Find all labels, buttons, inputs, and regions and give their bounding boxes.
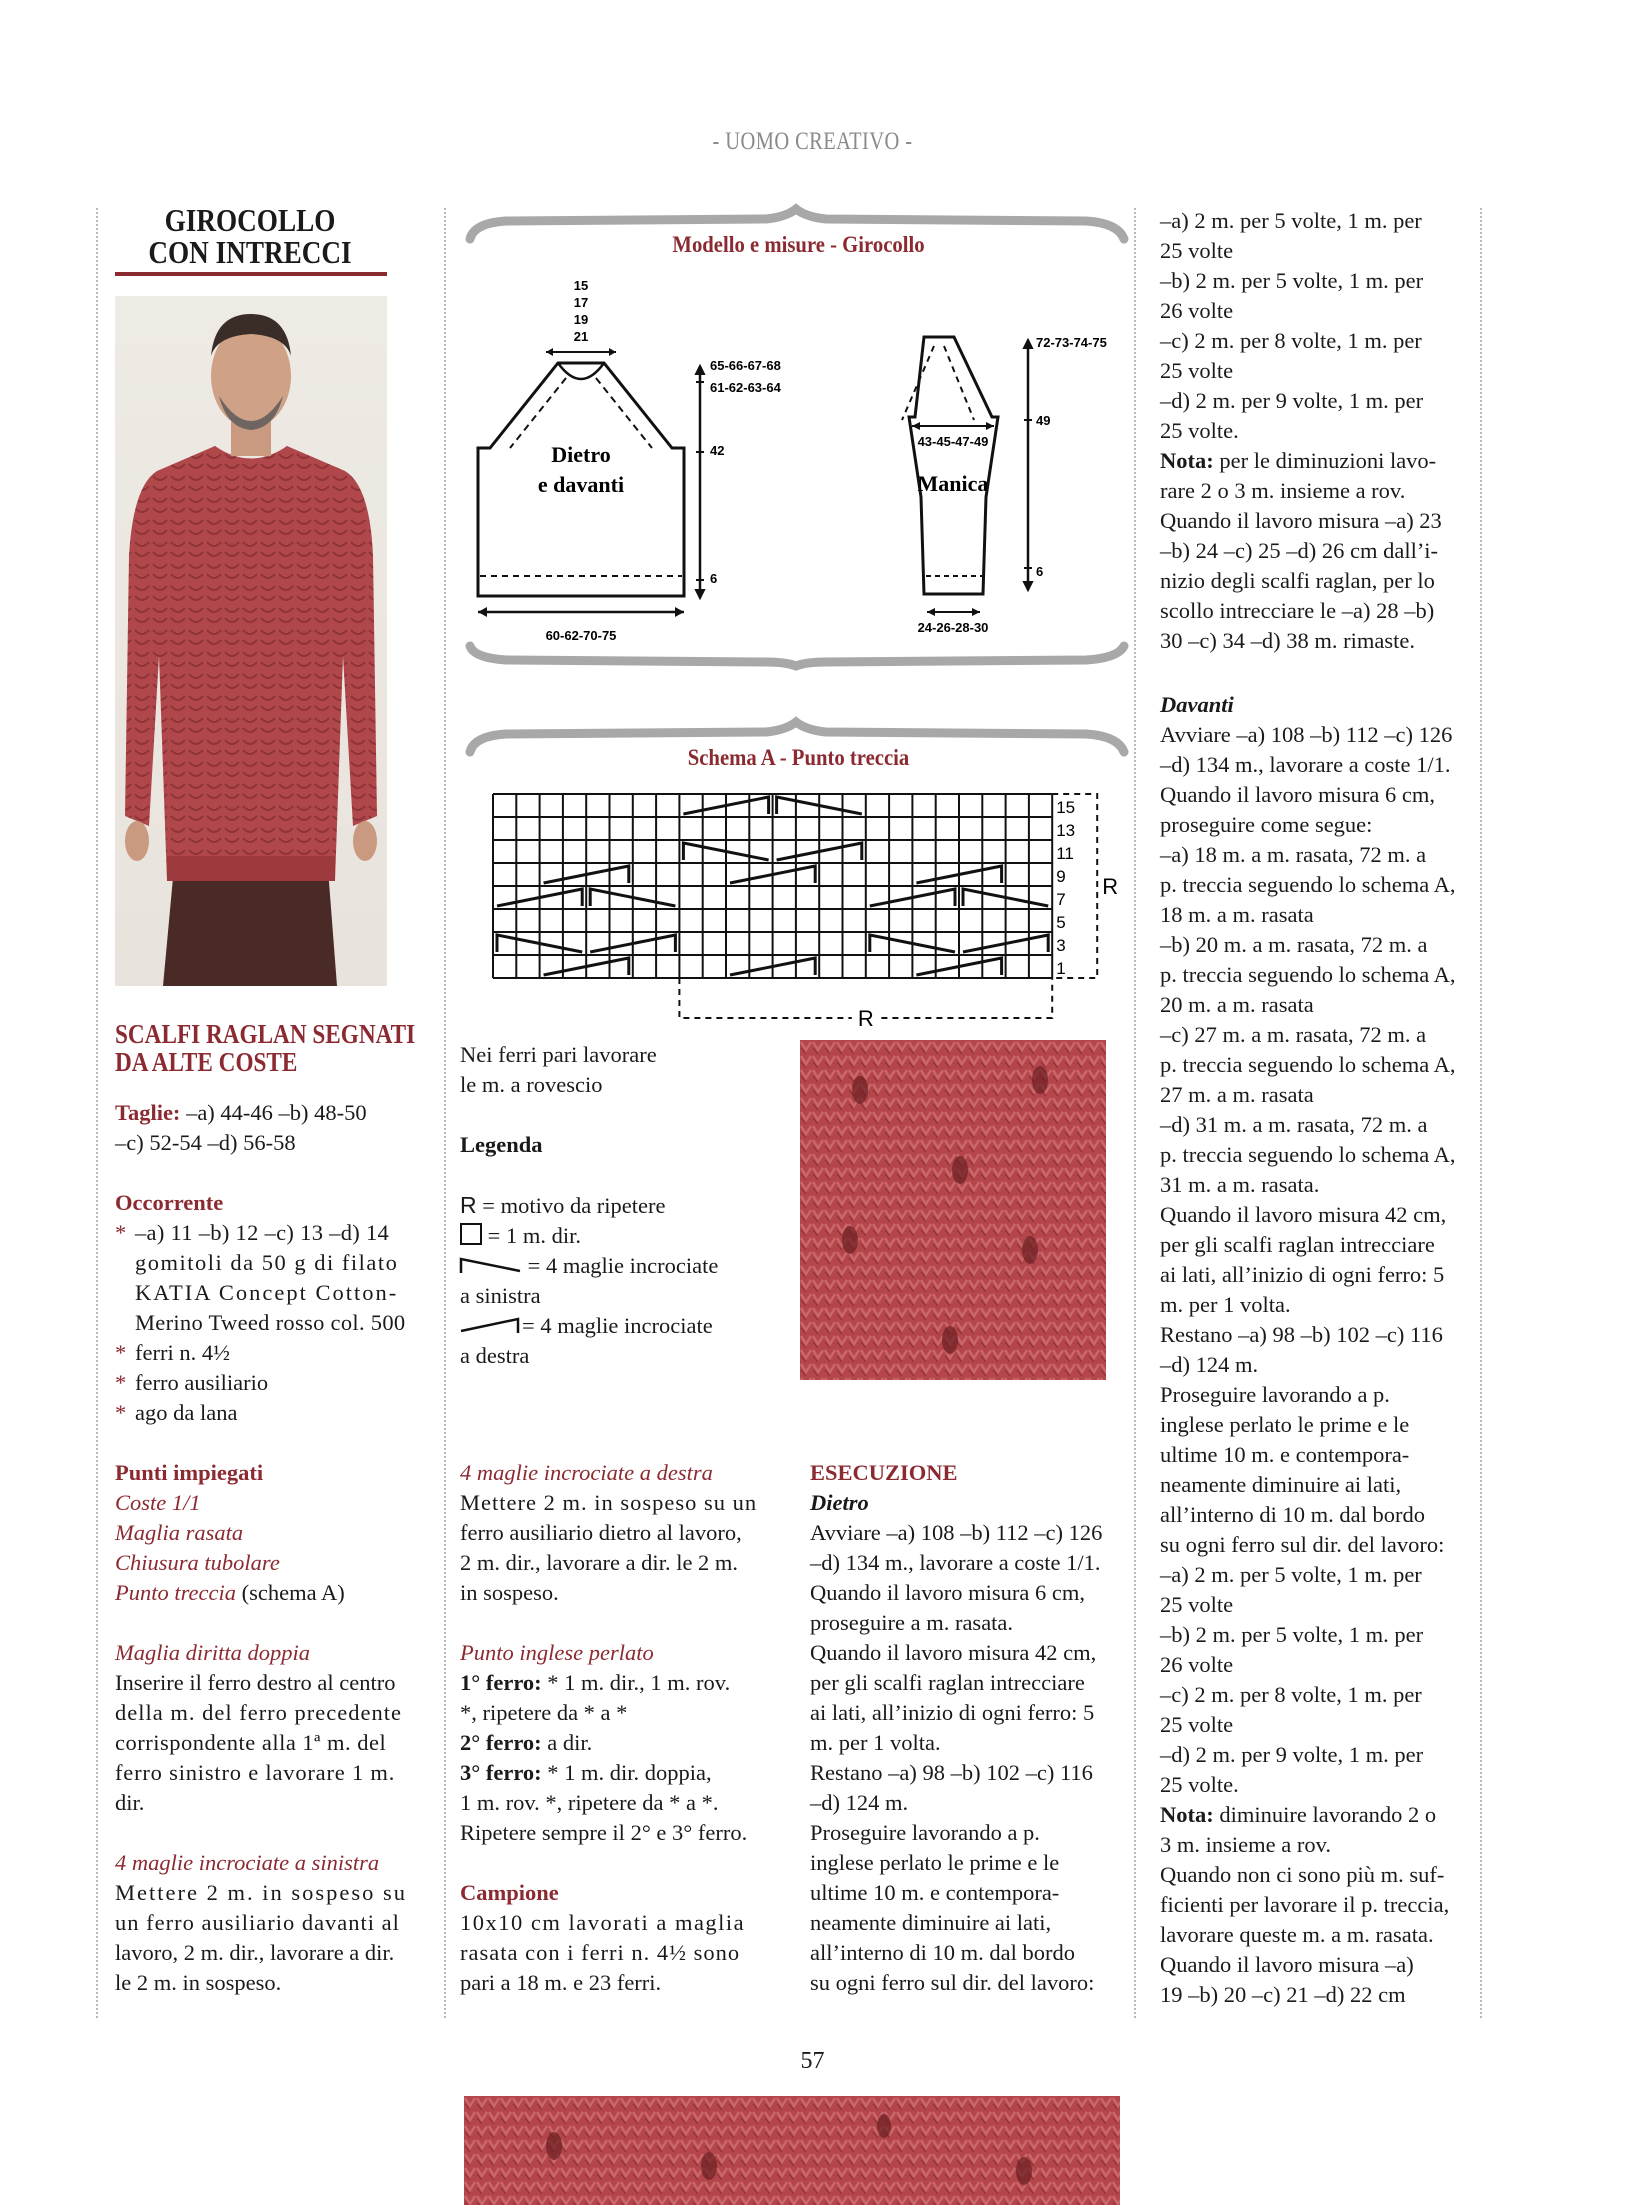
materials-item xyxy=(115,1368,415,1398)
chart-row-label: 3 xyxy=(1056,936,1066,955)
materials-heading: Occorrente xyxy=(115,1190,224,1215)
material-line: ago da lana xyxy=(135,1400,238,1425)
subtitle-line-1: SCALFI RAGLAN SEGNATI xyxy=(115,1019,416,1049)
text-line xyxy=(1160,1890,1470,1920)
row-label: 1° ferro: xyxy=(460,1670,542,1695)
line-text: –d) 31 m. a m. rasata, 72 m. a xyxy=(1160,1112,1428,1137)
section-bracket-bottom xyxy=(466,640,1131,670)
m4d-line: Mettere 2 m. in sospeso su un xyxy=(460,1490,758,1515)
text-line xyxy=(1160,536,1470,566)
execution-heading: ESECUZIONE xyxy=(810,1460,958,1485)
text-line xyxy=(1160,900,1470,930)
material-line: ferro ausiliario xyxy=(135,1370,269,1395)
material-line: –a) 11 –b) 12 –c) 13 –d) 14 xyxy=(135,1220,390,1245)
line-text: –d) 2 m. per 9 volte, 1 m. per xyxy=(1160,1742,1424,1767)
chart-row-label: 9 xyxy=(1056,867,1066,886)
even-rows-note: le m. a rovescio xyxy=(460,1072,603,1097)
body-label-2: e davanti xyxy=(537,472,625,497)
legend-item xyxy=(460,1311,780,1341)
line-text: ai lati, all’inizio di ogni ferro: 5 xyxy=(1160,1262,1445,1287)
text-line xyxy=(1160,1470,1470,1500)
legend-text: a destra xyxy=(460,1343,530,1368)
text-line xyxy=(1160,1680,1470,1710)
gauge-line: rasata con i ferri n. 4½ sono xyxy=(460,1940,741,1965)
row-text: 1 m. rov. *, ripetere da * a *. xyxy=(460,1790,719,1815)
line-text: proseguire come segue: xyxy=(1160,812,1373,837)
neck-width-3: 19 xyxy=(573,312,589,327)
subtitle-line-2: DA ALTE COSTE xyxy=(115,1047,298,1077)
line-text: per gli scalfi raglan intrecciare xyxy=(1160,1232,1435,1257)
line-text: Quando il lavoro misura –a) 23 xyxy=(1160,508,1442,533)
cable-chart xyxy=(480,780,1119,1031)
text-line: ai lati, all’inizio di ogni ferro: 5 xyxy=(810,1700,1095,1725)
text-line xyxy=(1160,1560,1470,1590)
gauge-line: pari a 18 m. e 23 ferri. xyxy=(460,1970,662,1995)
text-line xyxy=(1160,326,1470,356)
row-label: 3° ferro: xyxy=(460,1760,542,1785)
sleeve-rib-label: 6 xyxy=(1036,564,1044,579)
bullet-icon: * xyxy=(115,1340,127,1365)
line-text: –b) 24 –c) 25 –d) 26 cm dall’i- xyxy=(1160,538,1439,563)
line-text: 25 volte xyxy=(1160,1712,1234,1737)
text-line: –d) 134 m., lavorare a coste 1/1. xyxy=(810,1550,1101,1575)
right-column-top xyxy=(1160,206,1470,656)
left-column xyxy=(115,1020,415,1998)
line-text: –b) 2 m. per 5 volte, 1 m. per xyxy=(1160,1622,1424,1647)
text-line: su ogni ferro sul dir. del lavoro: xyxy=(810,1970,1095,1995)
row-repeat-label: R xyxy=(1102,874,1119,899)
line-text: p. treccia seguendo lo schema A, xyxy=(1160,1052,1456,1077)
line-text: –b) 20 m. a m. rasata, 72 m. a xyxy=(1160,932,1428,957)
chart-row-label: 1 xyxy=(1056,959,1066,978)
m4s-heading: 4 maglie incrociate a sinistra xyxy=(115,1850,380,1875)
text-line xyxy=(1160,1320,1470,1350)
pip-row xyxy=(460,1728,780,1758)
mdd-line: dir. xyxy=(115,1790,145,1815)
stitch-item: Maglia rasata xyxy=(115,1520,244,1545)
text-line xyxy=(1160,750,1470,780)
text-line xyxy=(1160,1290,1470,1320)
sleeve-width-label: 43-45-47-49 xyxy=(917,434,989,449)
text-line xyxy=(1160,1800,1470,1830)
line-text: p. treccia seguendo lo schema A, xyxy=(1160,1142,1456,1167)
stitch-item: Coste 1/1 xyxy=(115,1490,201,1515)
text-line xyxy=(1160,1920,1470,1950)
text-line xyxy=(1160,930,1470,960)
legend-item xyxy=(460,1221,780,1251)
running-head: - UOMO CREATIVO - xyxy=(712,128,913,155)
material-line: ferri n. 4½ xyxy=(135,1340,230,1365)
pip-heading: Punto inglese perlato xyxy=(460,1640,654,1665)
column-divider xyxy=(1134,208,1136,2018)
text-line xyxy=(1160,1650,1470,1680)
text-line xyxy=(1160,1350,1470,1380)
line-text: 3 m. insieme a rov. xyxy=(1160,1832,1332,1857)
chart-row-label: 11 xyxy=(1056,844,1074,863)
line-text: 26 volte xyxy=(1160,1652,1234,1677)
mdd-line: Inserire il ferro destro al centro xyxy=(115,1670,396,1695)
line-text: neamente diminuire ai lati, xyxy=(1160,1472,1402,1497)
line-text: p. treccia seguendo lo schema A, xyxy=(1160,962,1456,987)
sweater-illustration xyxy=(115,296,387,986)
text-line xyxy=(1160,416,1470,446)
text-line xyxy=(1160,1050,1470,1080)
sizes-label: Taglie: xyxy=(115,1100,181,1125)
stitch-item: Punto treccia xyxy=(115,1580,237,1605)
line-text: –d) 134 m., lavorare a coste 1/1. xyxy=(1160,752,1451,777)
line-text: diminuire lavorando 2 o xyxy=(1213,1802,1437,1827)
line-text: 25 volte xyxy=(1160,358,1234,383)
line-text: Restano –a) 98 –b) 102 –c) 116 xyxy=(1160,1322,1443,1347)
line-text: 25 volte. xyxy=(1160,418,1239,443)
title-line-1: GIROCOLLO xyxy=(164,202,336,238)
material-line: KATIA Concept Cotton- xyxy=(135,1280,399,1305)
text-line xyxy=(1160,476,1470,506)
text-line xyxy=(1160,840,1470,870)
body-width-label: 60-62-70-75 xyxy=(545,628,617,643)
text-line xyxy=(1160,566,1470,596)
text-line xyxy=(1160,1620,1470,1650)
line-text: p. treccia seguendo lo schema A, xyxy=(1160,872,1456,897)
legend-heading: Legenda xyxy=(460,1132,543,1157)
note-label: Nota: xyxy=(1160,448,1214,473)
text-line: –d) 124 m. xyxy=(810,1790,909,1815)
repeat-r-icon: R xyxy=(460,1192,477,1218)
text-line xyxy=(1160,1140,1470,1170)
text-line xyxy=(1160,506,1470,536)
text-line xyxy=(1160,236,1470,266)
rib-height-label: 6 xyxy=(710,571,718,586)
sizes-line-1: –a) 44-46 –b) 48-50 xyxy=(180,1100,367,1125)
chart-row-label: 5 xyxy=(1056,913,1066,932)
text-line xyxy=(1160,1770,1470,1800)
text-line: neamente diminuire ai lati, xyxy=(810,1910,1052,1935)
line-text: 27 m. a m. rasata xyxy=(1160,1082,1314,1107)
back-heading: Dietro xyxy=(810,1490,869,1515)
body-label-1: Dietro xyxy=(551,442,611,467)
text-line xyxy=(1160,780,1470,810)
text-line: per gli scalfi raglan intrecciare xyxy=(810,1670,1085,1695)
line-text: per le diminuzioni lavo- xyxy=(1213,448,1437,473)
line-text: 26 volte xyxy=(1160,298,1234,323)
pip-row xyxy=(460,1788,780,1818)
legend-column xyxy=(460,1040,780,1371)
col-repeat-label: R xyxy=(857,1006,874,1031)
text-line xyxy=(1160,206,1470,236)
cable-left-icon xyxy=(460,1255,522,1275)
sizes-line-2: –c) 52-54 –d) 56-58 xyxy=(115,1130,296,1155)
text-line xyxy=(1160,1980,1470,2010)
line-text: Quando il lavoro misura 6 cm, xyxy=(1160,782,1435,807)
line-text: 31 m. a m. rasata. xyxy=(1160,1172,1320,1197)
line-text: lavorare queste m. a m. rasata. xyxy=(1160,1922,1434,1947)
text-line xyxy=(1160,1170,1470,1200)
line-text: 30 –c) 34 –d) 38 m. rimaste. xyxy=(1160,628,1415,653)
text-line xyxy=(1160,1950,1470,1980)
gauge-line: 10x10 cm lavorati a maglia xyxy=(460,1910,746,1935)
bullet-icon: * xyxy=(115,1400,127,1425)
text-line: inglese perlato le prime e le xyxy=(810,1850,1060,1875)
text-line xyxy=(1160,626,1470,656)
sleeve-label: Manica xyxy=(917,471,989,496)
line-text: 19 –b) 20 –c) 21 –d) 22 cm xyxy=(1160,1982,1406,2007)
stitches-heading: Punti impiegati xyxy=(115,1460,264,1485)
text-line: Restano –a) 98 –b) 102 –c) 116 xyxy=(810,1760,1093,1785)
swatch-texture xyxy=(800,1040,1106,1380)
text-line xyxy=(1160,1380,1470,1410)
schematic-diagram xyxy=(466,270,1131,650)
row-label: 2° ferro: xyxy=(460,1730,542,1755)
even-rows-note: Nei ferri pari lavorare xyxy=(460,1042,657,1067)
text-line xyxy=(1160,960,1470,990)
text-line xyxy=(1160,1200,1470,1230)
m4s-line: Mettere 2 m. in sospeso su xyxy=(115,1880,407,1905)
m4s-line: lavoro, 2 m. dir., lavorare a dir. xyxy=(115,1940,395,1965)
legend-text: = motivo da ripetere xyxy=(476,1193,666,1218)
pip-row xyxy=(460,1758,780,1788)
row-text: *, ripetere da * a * xyxy=(460,1700,628,1725)
neck-width-2: 17 xyxy=(573,295,589,310)
text-line: Avviare –a) 108 –b) 112 –c) 126 xyxy=(810,1520,1103,1545)
line-text: 18 m. a m. rasata xyxy=(1160,902,1314,927)
text-line: Proseguire lavorando a p. xyxy=(810,1820,1040,1845)
text-line xyxy=(1160,1860,1470,1890)
line-text: –a) 2 m. per 5 volte, 1 m. per xyxy=(1160,208,1422,233)
row-text: a dir. xyxy=(541,1730,593,1755)
mdd-line: della m. del ferro precedente xyxy=(115,1700,402,1725)
line-text: inglese perlato le prime e le xyxy=(1160,1412,1410,1437)
text-line xyxy=(1160,720,1470,750)
text-line xyxy=(1160,296,1470,326)
materials-item xyxy=(115,1398,415,1428)
m4d-line: 2 m. dir., lavorare a dir. le 2 m. xyxy=(460,1550,739,1575)
chart-row-label: 13 xyxy=(1056,821,1076,840)
legend-item xyxy=(460,1190,780,1221)
line-text: ficienti per lavorare il p. treccia, xyxy=(1160,1892,1450,1917)
pip-row xyxy=(460,1698,780,1728)
gauge-heading: Campione xyxy=(460,1880,559,1905)
text-line: proseguire a m. rasata. xyxy=(810,1610,1014,1635)
line-text: all’interno di 10 m. dal bordo xyxy=(1160,1502,1425,1527)
bullet-icon: * xyxy=(115,1220,127,1245)
line-text: –c) 2 m. per 8 volte, 1 m. per xyxy=(1160,328,1422,353)
stitch-item: Chiusura tubolare xyxy=(115,1550,280,1575)
text-line xyxy=(1160,1080,1470,1110)
total-height-label: 65-66-67-68 xyxy=(710,358,781,373)
m4d-heading: 4 maglie incrociate a destra xyxy=(460,1460,713,1485)
line-text: –b) 2 m. per 5 volte, 1 m. per xyxy=(1160,268,1424,293)
m4d-line: in sospeso. xyxy=(460,1580,559,1605)
neck-height-label: 61-62-63-64 xyxy=(710,380,781,395)
swatch-texture xyxy=(464,2096,1120,2205)
text-line: Quando il lavoro misura 6 cm, xyxy=(810,1580,1085,1605)
row-text: Ripetere sempre il 2° e 3° ferro. xyxy=(460,1820,748,1845)
line-text: –d) 124 m. xyxy=(1160,1352,1259,1377)
text-line xyxy=(1160,990,1470,1020)
stitch-instructions-column xyxy=(460,1458,780,1998)
line-text: Avviare –a) 108 –b) 112 –c) 126 xyxy=(1160,722,1453,747)
m4d-line: ferro ausiliario dietro al lavoro, xyxy=(460,1520,742,1545)
text-line xyxy=(1160,1500,1470,1530)
line-text: Quando il lavoro misura 42 cm, xyxy=(1160,1202,1447,1227)
cable-right-icon xyxy=(460,1315,522,1335)
pip-row xyxy=(460,1668,780,1698)
legend-text: = 4 maglie incrociate xyxy=(522,1253,719,1278)
row-text: * 1 m. dir. doppia, xyxy=(541,1760,712,1785)
text-line xyxy=(1160,266,1470,296)
line-text: Quando il lavoro misura –a) xyxy=(1160,1952,1414,1977)
line-text: –a) 2 m. per 5 volte, 1 m. per xyxy=(1160,1562,1422,1587)
column-divider xyxy=(1480,208,1482,2018)
mdd-line: ferro sinistro e lavorare 1 m. xyxy=(115,1760,396,1785)
bottom-swatch-photo xyxy=(464,2096,1120,2205)
pip-row xyxy=(460,1818,780,1848)
text-line xyxy=(1160,1710,1470,1740)
model-photo xyxy=(115,296,387,986)
line-text: –a) 18 m. a m. rasata, 72 m. a xyxy=(1160,842,1427,867)
chart-title: Schema A - Punto treccia xyxy=(687,745,910,770)
execution-column xyxy=(810,1458,1130,1998)
material-line: gomitoli da 50 g di filato xyxy=(135,1250,399,1275)
text-line xyxy=(1160,870,1470,900)
materials-list xyxy=(115,1218,415,1428)
right-column-front xyxy=(1160,690,1470,2010)
stitch-item-suffix: (schema A) xyxy=(236,1580,345,1605)
chart-row-label: 15 xyxy=(1056,798,1076,817)
line-text: Proseguire lavorando a p. xyxy=(1160,1382,1390,1407)
title-line-2: CON INTRECCI xyxy=(148,234,352,270)
m4s-line: le 2 m. in sospeso. xyxy=(115,1970,282,1995)
sleeve-length-label: 72-73-74-75 xyxy=(1036,335,1107,350)
text-line: ultime 10 m. e contempora- xyxy=(810,1880,1060,1905)
text-line xyxy=(1160,1230,1470,1260)
knit-square-icon xyxy=(460,1223,482,1245)
neck-width-4: 21 xyxy=(573,329,589,344)
line-text: 20 m. a m. rasata xyxy=(1160,992,1314,1017)
stitch-swatch-photo xyxy=(800,1040,1106,1380)
line-text: rare 2 o 3 m. insieme a rov. xyxy=(1160,478,1406,503)
legend-text: = 1 m. dir. xyxy=(482,1223,581,1248)
line-text: 25 volte xyxy=(1160,1592,1234,1617)
text-line xyxy=(1160,596,1470,626)
text-line xyxy=(1160,1830,1470,1860)
line-text: –d) 2 m. per 9 volte, 1 m. per xyxy=(1160,388,1424,413)
line-text: scollo intrecciare le –a) 28 –b) xyxy=(1160,598,1435,623)
materials-item xyxy=(115,1338,415,1368)
material-line: Merino Tweed rosso col. 500 xyxy=(135,1310,406,1335)
line-text: su ogni ferro sul dir. del lavoro: xyxy=(1160,1532,1445,1557)
column-divider xyxy=(444,208,446,2018)
row-text: * 1 m. dir., 1 m. rov. xyxy=(541,1670,731,1695)
text-line xyxy=(1160,1260,1470,1290)
line-text: –c) 27 m. a m. rasata, 72 m. a xyxy=(1160,1022,1427,1047)
armhole-height-label: 42 xyxy=(710,443,725,458)
text-line: m. per 1 volta. xyxy=(810,1730,941,1755)
text-line: Quando il lavoro misura 42 cm, xyxy=(810,1640,1097,1665)
line-text: Quando non ci sono più m. suf- xyxy=(1160,1862,1445,1887)
page-number: 57 xyxy=(800,2048,825,2074)
text-line xyxy=(1160,386,1470,416)
bullet-icon: * xyxy=(115,1370,127,1395)
schematic-title: Modello e misure - Girocollo xyxy=(672,232,925,257)
legend-text: a sinistra xyxy=(460,1283,541,1308)
text-line xyxy=(1160,810,1470,840)
underarm-length-label: 49 xyxy=(1036,413,1051,428)
text-line xyxy=(1160,1110,1470,1140)
legend-item xyxy=(460,1251,780,1281)
legend-text: = 4 maglie incrociate xyxy=(522,1313,713,1338)
column-divider xyxy=(96,208,98,2018)
line-text: 25 volte. xyxy=(1160,1772,1239,1797)
text-line xyxy=(1160,1410,1470,1440)
line-text: m. per 1 volta. xyxy=(1160,1292,1291,1317)
text-line xyxy=(1160,1440,1470,1470)
line-text: nizio degli scalfi raglan, per lo xyxy=(1160,568,1435,593)
note-label: Nota: xyxy=(1160,1802,1214,1827)
line-text: ultime 10 m. e contempora- xyxy=(1160,1442,1410,1467)
text-line xyxy=(1160,356,1470,386)
text-line xyxy=(1160,446,1470,476)
line-text: –c) 2 m. per 8 volte, 1 m. per xyxy=(1160,1682,1422,1707)
cuff-width-label: 24-26-28-30 xyxy=(917,620,989,635)
chart-row-label: 7 xyxy=(1056,890,1066,909)
text-line: all’interno di 10 m. dal bordo xyxy=(810,1940,1075,1965)
article-title xyxy=(135,204,365,268)
mdd-line: corrispondente alla 1ª m. del xyxy=(115,1730,387,1755)
text-line xyxy=(1160,1020,1470,1050)
text-line xyxy=(1160,1740,1470,1770)
neck-width-1: 15 xyxy=(573,278,589,293)
text-line xyxy=(1160,1530,1470,1560)
title-rule xyxy=(115,272,387,276)
materials-item xyxy=(115,1218,415,1338)
line-text: 25 volte xyxy=(1160,238,1234,263)
text-line xyxy=(1160,1590,1470,1620)
front-heading: Davanti xyxy=(1160,692,1234,717)
mdd-heading: Maglia diritta doppia xyxy=(115,1640,311,1665)
m4s-line: un ferro ausiliario davanti al xyxy=(115,1910,400,1935)
